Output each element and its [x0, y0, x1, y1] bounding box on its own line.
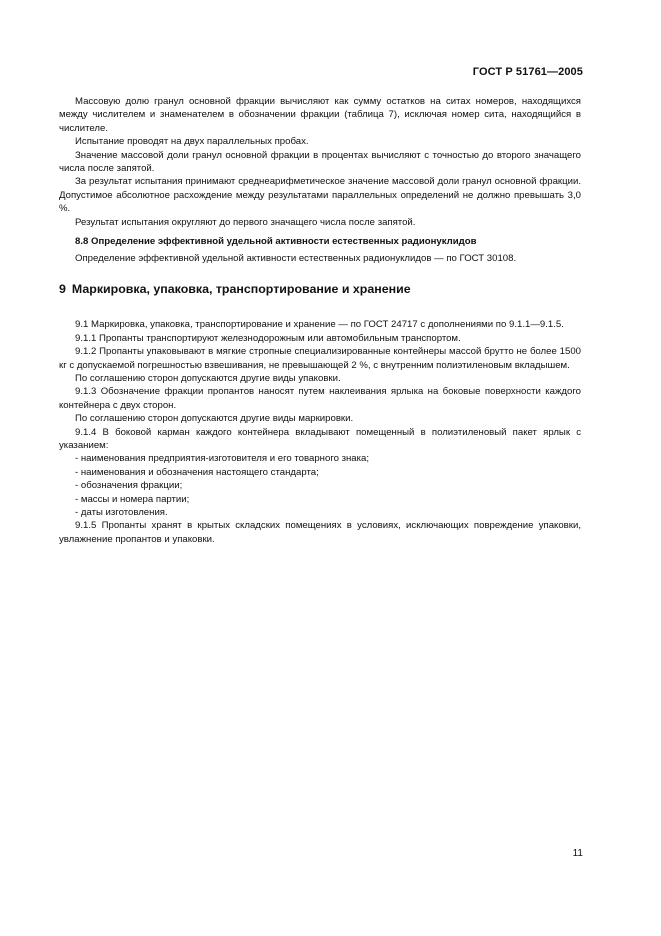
paragraph: За результат испытания принимают среднеарифметическое значение массовой доли гранул основной фракции. Допустимое абсолютное расхождение между результатами параллельных определений не должно превышать 3,0 %.: [59, 176, 581, 215]
paragraph: 9.1.5 Пропанты хранят в крытых складских помещениях в условиях, исключающих повреждение упаковки, увлажнение пропантов и упаковки.: [59, 520, 581, 545]
paragraph: Значение массовой доли гранул основной фракции в процентах вычисляют с точностью до второго значащего числа после запятой.: [59, 149, 581, 175]
list-item: - наименования предприятия-изготовителя и его товарного знака;: [75, 453, 370, 465]
paragraph: 9.1.1 Пропанты транспортируют железнодорожным или автомобильным транспортом.: [75, 332, 461, 344]
paragraph: 9.1.3 Обозначение фракции пропантов наносят путем наклеивания ярлыка на боковые поверхности каждого контейнера с двух сторон.: [59, 386, 581, 411]
paragraph: По соглашению сторон допускаются другие виды упаковки.: [75, 372, 341, 384]
paragraph: Испытание проводят на двух параллельных пробах.: [75, 136, 309, 148]
page-body: [59, 95, 581, 546]
paragraph: 9.1.2 Пропанты упаковывают в мягкие стропные специализированные контейнеры массой брутто не более 1500 кг с допускаемой погрешностью взвешивания, не превышающей 2 %, с внутренним полиэтиленовым вкладышем.: [59, 346, 581, 371]
paragraph: Массовую долю гранул основной фракции вычисляют как сумму остатков на ситах номеров, находящихся между числителем и знаменателем в обозначении фракции (таблица 7), исключая номер сита, находящийся в числителе.: [59, 96, 581, 134]
paragraph: Определение эффективной удельной активности естественных радионуклидов — по ГОСТ 30108.: [75, 253, 517, 265]
subsection-heading: 8.8 Определение эффективной удельной активности естественных радионуклидов: [75, 236, 477, 248]
list-item: - массы и номера партии;: [75, 493, 190, 505]
list-item: - наименования и обозначения настоящего стандарта;: [75, 466, 319, 478]
document-number: ГОСТ Р 51761—2005: [472, 66, 583, 78]
page-number: 11: [572, 848, 583, 859]
paragraph: Результат испытания округляют до первого значащего числа после запятой.: [75, 216, 416, 228]
section-heading: [59, 283, 581, 296]
section-number: 9: [59, 281, 66, 296]
paragraph: По соглашению сторон допускаются другие виды маркировки.: [75, 413, 354, 425]
section-title: Маркировка, упаковка, транспортирование и хранение: [71, 281, 411, 296]
list-item: - обозначения фракции;: [75, 480, 183, 492]
list-item: - даты изготовления.: [75, 506, 168, 518]
paragraph: 9.1.4 В боковой карман каждого контейнера вкладывают помещенный в полиэтиленовый пакет ярлык с указанием:: [59, 426, 581, 451]
paragraph: 9.1 Маркировка, упаковка, транспортирование и хранение — по ГОСТ 24717 с дополнениями по 9.1.1—9.1.5.: [75, 319, 564, 331]
